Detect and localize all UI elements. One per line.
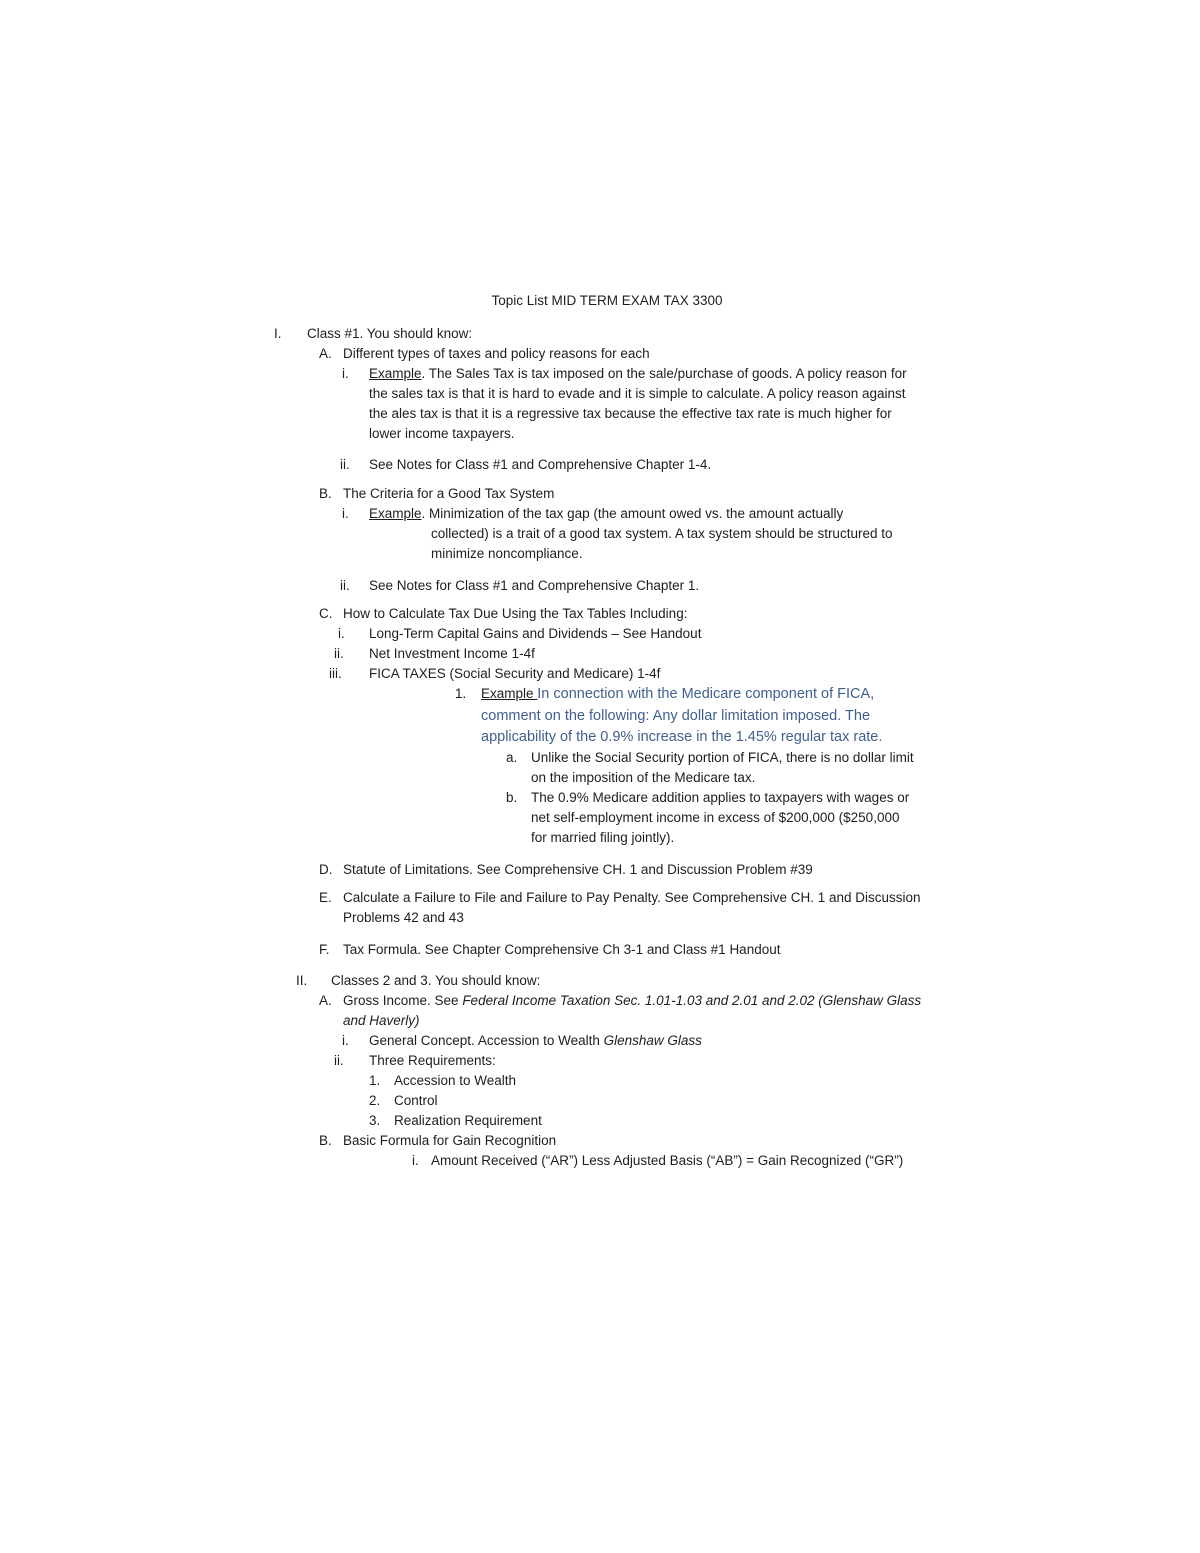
outline-marker: D. (319, 862, 333, 877)
section-heading: Class #1. You should know: (307, 326, 473, 341)
outline-marker: ii. (334, 646, 344, 661)
example-label: Example (481, 686, 538, 701)
outline-text: for married filing jointly). (531, 830, 675, 845)
outline-text: . Minimization of the tax gap (the amount owed vs. the amount actually (421, 506, 844, 521)
outline-text: collected) is a trait of a good tax system. A tax system should be structured to (431, 526, 893, 541)
outline-marker: iii. (329, 666, 342, 681)
outline-text: minimize noncompliance. (431, 546, 583, 561)
outline-item: See Notes for Class #1 and Comprehensive Chapter 1-4. (369, 457, 712, 472)
question-text: In connection with the Medicare component of FICA, (537, 686, 875, 702)
section-heading: Classes 2 and 3. You should know: (331, 973, 541, 988)
outline-item: Accession to Wealth (394, 1073, 517, 1088)
document-title: Topic List MID TERM EXAM TAX 3300 (491, 293, 723, 308)
outline-marker: i. (342, 1033, 349, 1048)
outline-item (369, 364, 907, 384)
outline-text: . The Sales Tax is tax imposed on the sale/purchase of goods. A policy reason for (421, 366, 907, 381)
outline-text: on the imposition of the Medicare tax. (531, 770, 756, 785)
outline-text: the sales tax is that it is hard to evade and it is simple to calculate. A policy reason against (369, 386, 906, 401)
question-text: comment on the following: Any dollar limitation imposed. The (481, 708, 871, 724)
outline-marker: 1. (369, 1073, 381, 1088)
outline-marker: 2. (369, 1093, 381, 1108)
outline-marker: ii. (334, 1053, 344, 1068)
outline-item: Basic Formula for Gain Recognition (343, 1133, 557, 1148)
outline-item (481, 684, 874, 704)
outline-item (343, 991, 921, 1011)
outline-item: Different types of taxes and policy reasons for each (343, 346, 650, 361)
example-label: Example (369, 506, 422, 521)
outline-text: net self-employment income in excess of $200,000 ($250,000 (531, 810, 900, 825)
citation-text: Glenshaw Glass (603, 1033, 702, 1048)
outline-item: Control (394, 1093, 438, 1108)
outline-item: Long-Term Capital Gains and Dividends – See Handout (369, 626, 702, 641)
outline-marker: I. (274, 326, 282, 341)
outline-marker: i. (342, 506, 349, 521)
outline-marker: 3. (369, 1113, 381, 1128)
outline-marker: ii. (340, 457, 350, 472)
outline-marker: b. (506, 790, 518, 805)
example-label: Example (369, 366, 422, 381)
outline-item: Amount Received (“AR”) Less Adjusted Basis (“AB”) = Gain Recognized (“GR”) (431, 1153, 904, 1168)
outline-item: Realization Requirement (394, 1113, 542, 1128)
outline-marker: a. (506, 750, 518, 765)
outline-item: Three Requirements: (369, 1053, 496, 1068)
outline-text: Problems 42 and 43 (343, 910, 464, 925)
outline-item: FICA TAXES (Social Security and Medicare) 1-4f (369, 666, 661, 681)
outline-marker: ii. (340, 578, 350, 593)
outline-item: How to Calculate Tax Due Using the Tax Tables Including: (343, 606, 688, 621)
outline-text: Gross Income. See (343, 993, 463, 1008)
outline-item (369, 1031, 702, 1051)
citation-text: and Haverly) (343, 1013, 420, 1028)
outline-marker: 1. (455, 686, 467, 701)
outline-item: Tax Formula. See Chapter Comprehensive Ch 3-1 and Class #1 Handout (343, 942, 781, 957)
outline-item: Net Investment Income 1-4f (369, 646, 535, 661)
outline-text: the ales tax is that it is a regressive tax because the effective tax rate is much higher for (369, 406, 892, 421)
outline-text: General Concept. Accession to Wealth (369, 1033, 604, 1048)
outline-item: Statute of Limitations. See Comprehensive CH. 1 and Discussion Problem #39 (343, 862, 813, 877)
outline-marker: II. (296, 973, 308, 988)
outline-item: See Notes for Class #1 and Comprehensive Chapter 1. (369, 578, 700, 593)
outline-item: Calculate a Failure to File and Failure to Pay Penalty. See Comprehensive CH. 1 and Discussion (343, 890, 921, 905)
outline-marker: B. (319, 1133, 332, 1148)
outline-marker: i. (338, 626, 345, 641)
outline-marker: A. (319, 993, 332, 1008)
outline-item: Unlike the Social Security portion of FICA, there is no dollar limit (531, 750, 914, 765)
outline-marker: C. (319, 606, 333, 621)
outline-marker: E. (319, 890, 332, 905)
outline-item (369, 504, 843, 524)
question-text: applicability of the 0.9% increase in the 1.45% regular tax rate. (481, 729, 883, 745)
outline-marker: i. (412, 1153, 419, 1168)
outline-marker: B. (319, 486, 332, 501)
outline-text: lower income taxpayers. (369, 426, 515, 441)
outline-item: The Criteria for a Good Tax System (343, 486, 555, 501)
outline-marker: i. (342, 366, 349, 381)
outline-marker: F. (319, 942, 330, 957)
outline-marker: A. (319, 346, 332, 361)
citation-text: Federal Income Taxation Sec. 1.01-1.03 and 2.01 and 2.02 (Glenshaw Glass (462, 993, 922, 1008)
outline-item: The 0.9% Medicare addition applies to taxpayers with wages or (531, 790, 910, 805)
